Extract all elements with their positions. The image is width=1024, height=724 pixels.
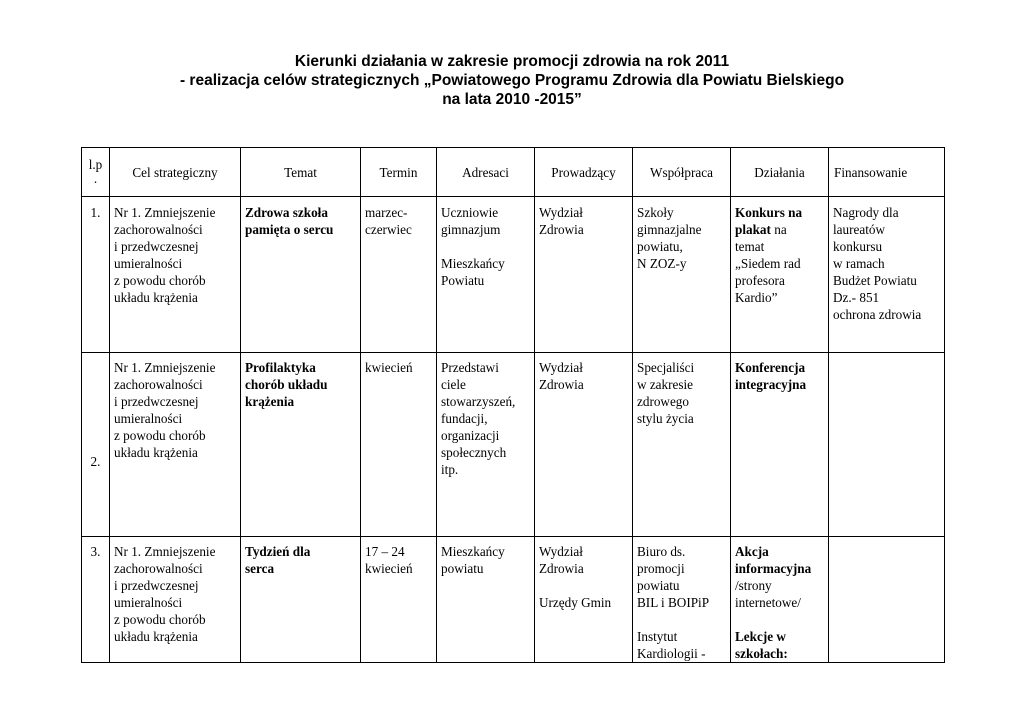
cell-cel bbox=[110, 353, 241, 537]
cell-line: Wydział bbox=[539, 205, 583, 220]
dzialania-line: plakat na bbox=[735, 222, 787, 237]
cell-line: czerwiec bbox=[365, 222, 412, 237]
cell-line: zachorowalności bbox=[114, 561, 203, 576]
cell-line: Tydzień dla bbox=[245, 544, 311, 559]
cell-line: umieralności bbox=[114, 256, 183, 271]
header-temat: Temat bbox=[241, 148, 361, 197]
dzialania-line: „Siedem rad bbox=[735, 256, 801, 271]
cell-line: Biuro ds. bbox=[637, 544, 686, 559]
cell-finansowanie bbox=[829, 353, 945, 537]
title-line-3: na lata 2010 -2015” bbox=[442, 91, 582, 108]
cell-line: Powiatu bbox=[441, 273, 485, 288]
cell-line: z powodu chorób bbox=[114, 428, 206, 443]
cell-adresaci bbox=[437, 197, 535, 353]
cell-line: ochrona zdrowia bbox=[833, 307, 922, 322]
cell-line: zachorowalności bbox=[114, 377, 203, 392]
dzialania-bold-group bbox=[735, 628, 824, 662]
cell-line bbox=[539, 577, 628, 594]
cell-temat bbox=[241, 537, 361, 663]
cell-line: układu krążenia bbox=[114, 445, 198, 460]
cell-line: konkursu bbox=[833, 239, 883, 254]
cell-finansowanie bbox=[829, 537, 945, 663]
cell-line: i przedwczesnej bbox=[114, 394, 199, 409]
cell-line: Zdrowia bbox=[539, 561, 584, 576]
cell-wspolpraca bbox=[633, 537, 731, 663]
cell-line: Nr 1. Zmniejszenie bbox=[114, 360, 216, 375]
cell-line: pamięta o sercu bbox=[245, 222, 334, 237]
cell-line: Wydział bbox=[539, 544, 583, 559]
header-lp-text: l.p . bbox=[88, 157, 103, 186]
cell-adresaci bbox=[437, 353, 535, 537]
cell-line: Akcja bbox=[735, 544, 769, 559]
cell-line: Nagrody dla bbox=[833, 205, 899, 220]
dzialania-bold-group bbox=[735, 543, 824, 577]
cell-line: informacyjna bbox=[735, 561, 812, 576]
cell-line: z powodu chorób bbox=[114, 612, 206, 627]
dzialania-line: Konkurs na bbox=[735, 205, 803, 220]
cell-line: powiatu, bbox=[637, 239, 683, 254]
cell-line: BIL i BOIPiP bbox=[637, 595, 710, 610]
cell-line: Zdrowia bbox=[539, 377, 584, 392]
header-wspolpraca: Współpraca bbox=[633, 148, 731, 197]
cell-line: Mieszkańcy bbox=[441, 544, 505, 559]
cell-line: marzec- bbox=[365, 205, 408, 220]
cell-dzialania bbox=[731, 537, 829, 663]
cell-lp: 1. bbox=[82, 197, 110, 353]
cell-line: Konferencja bbox=[735, 360, 806, 375]
cell-cel bbox=[110, 197, 241, 353]
header-row bbox=[82, 148, 945, 197]
title-line-2: - realizacja celów strategicznych „Powiatowego Programu Zdrowia dla Powiatu Bielskiego bbox=[179, 72, 845, 89]
cell-line bbox=[441, 238, 530, 255]
cell-line: organizacji bbox=[441, 428, 500, 443]
cell-prowadzacy bbox=[535, 197, 633, 353]
cell-prowadzacy bbox=[535, 353, 633, 537]
cell-line: Nr 1. Zmniejszenie bbox=[114, 544, 216, 559]
cell-line: promocji bbox=[637, 561, 685, 576]
cell-line: Urzędy Gmin bbox=[539, 595, 612, 610]
cell-termin bbox=[361, 353, 437, 537]
cell-line: 17 – 24 bbox=[365, 544, 405, 559]
header-finansowanie: Finansowanie bbox=[829, 148, 945, 197]
header-adresaci: Adresaci bbox=[437, 148, 535, 197]
cell-lp: 3. bbox=[82, 537, 110, 663]
cell-line: powiatu bbox=[637, 578, 680, 593]
cell-line: Wydział bbox=[539, 360, 583, 375]
cell-line: Dz.- 851 bbox=[833, 290, 880, 305]
cell-line: Instytut bbox=[637, 629, 678, 644]
cell-termin bbox=[361, 197, 437, 353]
cell-line: zdrowego bbox=[637, 394, 689, 409]
cell-line: stowarzyszeń, bbox=[441, 394, 516, 409]
cell-line: ciele bbox=[441, 377, 466, 392]
table-row bbox=[82, 537, 945, 663]
cell-line: kwiecień bbox=[365, 561, 413, 576]
cell-line: itp. bbox=[441, 462, 459, 477]
cell-wspolpraca bbox=[633, 353, 731, 537]
cell-line: laureatów bbox=[833, 222, 885, 237]
table-row bbox=[82, 353, 945, 537]
cell-line: w zakresie bbox=[637, 377, 694, 392]
cell-line: Zdrowia bbox=[539, 222, 584, 237]
cell-line: Kardiologii - bbox=[637, 646, 706, 661]
cell-line: Zdrowa szkoła bbox=[245, 205, 328, 220]
cell-line: Lekcje w bbox=[735, 629, 786, 644]
cell-line: Mieszkańcy bbox=[441, 256, 505, 271]
header-dzialania: Działania bbox=[731, 148, 829, 197]
action-plan-table bbox=[81, 147, 945, 663]
header-prowadzacy: Prowadzący bbox=[535, 148, 633, 197]
table-row bbox=[82, 197, 945, 353]
cell-line: i przedwczesnej bbox=[114, 239, 199, 254]
cell-termin bbox=[361, 537, 437, 663]
cell-line: gimnazjum bbox=[441, 222, 501, 237]
cell-finansowanie bbox=[829, 197, 945, 353]
cell-line: integracyjna bbox=[735, 377, 807, 392]
document-title bbox=[0, 52, 1024, 109]
cell-line: kwiecień bbox=[365, 360, 413, 375]
cell-line: Szkoły bbox=[637, 205, 674, 220]
cell-line: układu krążenia bbox=[114, 629, 198, 644]
cell-cel bbox=[110, 537, 241, 663]
dzialania-normal-group bbox=[735, 577, 824, 611]
cell-line: Profilaktyka bbox=[245, 360, 316, 375]
cell-line: krążenia bbox=[245, 394, 295, 409]
cell-prowadzacy bbox=[535, 537, 633, 663]
cell-wspolpraca bbox=[633, 197, 731, 353]
cell-line: i przedwczesnej bbox=[114, 578, 199, 593]
cell-line: z powodu chorób bbox=[114, 273, 206, 288]
cell-line: zachorowalności bbox=[114, 222, 203, 237]
cell-dzialania bbox=[731, 353, 829, 537]
cell-line: powiatu bbox=[441, 561, 484, 576]
cell-line: N ZOZ-y bbox=[637, 256, 687, 271]
header-cel: Cel strategiczny bbox=[110, 148, 241, 197]
cell-adresaci bbox=[437, 537, 535, 663]
header-termin: Termin bbox=[361, 148, 437, 197]
cell-line: społecznych bbox=[441, 445, 507, 460]
cell-line: gimnazjalne bbox=[637, 222, 702, 237]
cell-line: Specjaliści bbox=[637, 360, 695, 375]
cell-line: Nr 1. Zmniejszenie bbox=[114, 205, 216, 220]
cell-line: serca bbox=[245, 561, 275, 576]
cell-line: fundacji, bbox=[441, 411, 488, 426]
cell-line: w ramach bbox=[833, 256, 885, 271]
cell-line: Przedstawi bbox=[441, 360, 499, 375]
cell-line: /strony bbox=[735, 578, 772, 593]
cell-lp: 2. bbox=[82, 353, 110, 537]
cell-temat bbox=[241, 353, 361, 537]
cell-line: Uczniowie bbox=[441, 205, 499, 220]
cell-line bbox=[637, 611, 726, 628]
dzialania-line: temat bbox=[735, 239, 765, 254]
cell-temat bbox=[241, 197, 361, 353]
cell-line: szkołach: bbox=[735, 646, 788, 661]
cell-line: Budżet Powiatu bbox=[833, 273, 917, 288]
header-lp bbox=[82, 148, 110, 197]
dzialania-line: Kardio” bbox=[735, 290, 778, 305]
cell-line: układu krążenia bbox=[114, 290, 198, 305]
title-line-1: Kierunki działania w zakresie promocji zdrowia na rok 2011 bbox=[294, 53, 730, 70]
cell-line: chorób układu bbox=[245, 377, 328, 392]
cell-line: internetowe/ bbox=[735, 595, 801, 610]
cell-dzialania bbox=[731, 197, 829, 353]
cell-line: umieralności bbox=[114, 595, 183, 610]
cell-line: umieralności bbox=[114, 411, 183, 426]
dzialania-line: profesora bbox=[735, 273, 785, 288]
cell-line: stylu życia bbox=[637, 411, 694, 426]
